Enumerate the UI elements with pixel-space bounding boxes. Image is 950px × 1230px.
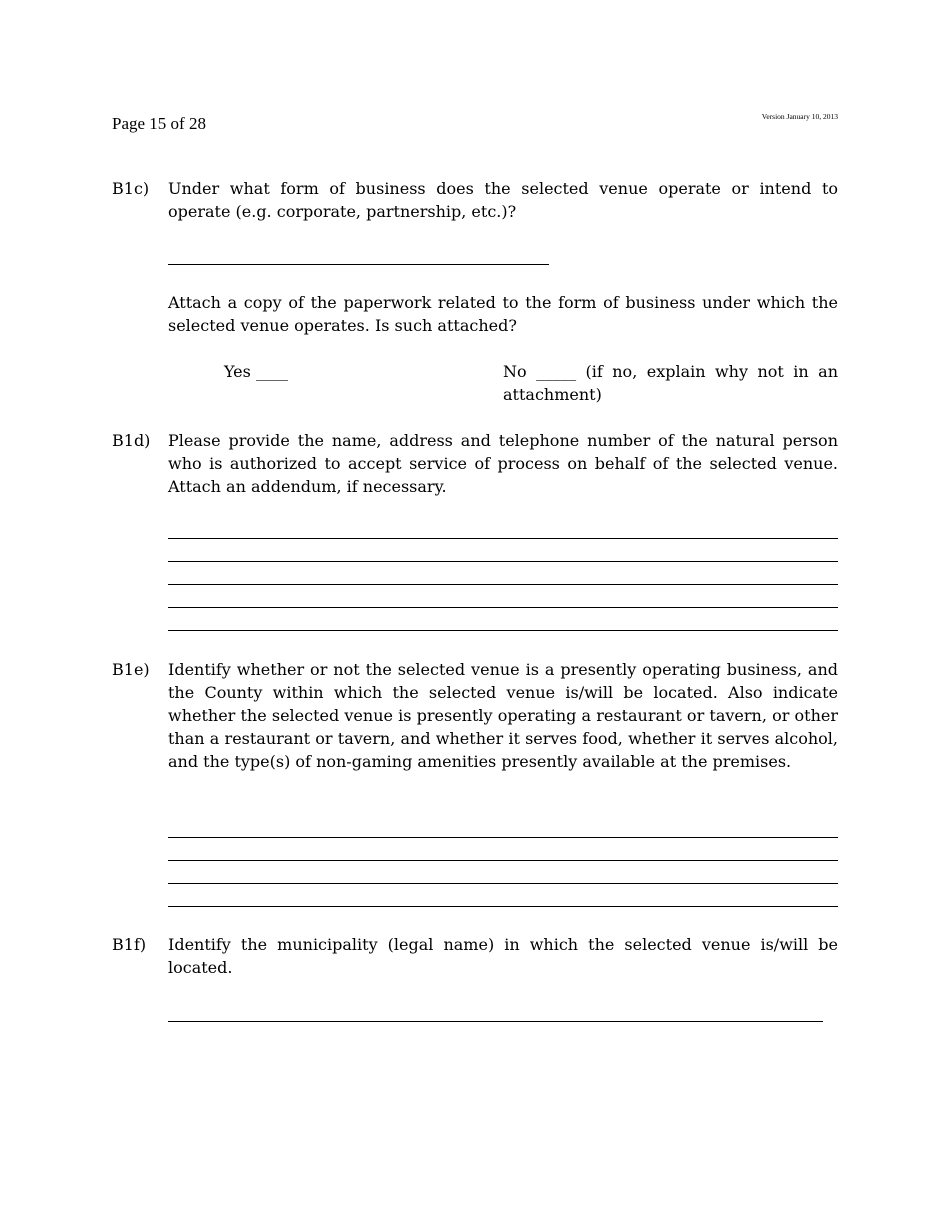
answer-line-b1d-2[interactable]: [168, 561, 838, 562]
answer-line-b1d-1[interactable]: [168, 538, 838, 539]
no-option-b1c[interactable]: No _____ (if no, explain why not in an attachment): [503, 362, 838, 404]
answer-line-b1d-5[interactable]: [168, 630, 838, 631]
question-text-b1c: Under what form of business does the selected venue operate or intend to operate (e.g. corporate, partnership, etc.)?: [168, 179, 838, 221]
version-date: Version January 10, 2013: [761, 112, 838, 121]
yes-option-b1c[interactable]: Yes ____: [224, 362, 288, 381]
answer-line-b1c[interactable]: [168, 264, 549, 265]
question-text-b1e: Identify whether or not the selected venue is a presently operating business, and the County within which the selected venue is/will be located. Also indicate whether the selected venue is presently operating a restaurant or tavern, or other than a restaurant or tavern, and whether it serves food, whether it serves alcohol, and the type(s) of non-gaming amenities presently available at the premises.: [168, 660, 838, 771]
page-number: Page 15 of 28: [112, 114, 206, 133]
question-label-b1c: B1c): [112, 179, 150, 198]
answer-line-b1d-3[interactable]: [168, 584, 838, 585]
question-text-b1f: Identify the municipality (legal name) in which the selected venue is/will be located.: [168, 935, 838, 977]
answer-line-b1e-2[interactable]: [168, 860, 838, 861]
question-label-b1e: B1e): [112, 660, 150, 679]
question-text-b1d: Please provide the name, address and telephone number of the natural person who is authorized to accept service of process on behalf of the selected venue. Attach an addendum, if necessary.: [168, 431, 838, 496]
answer-line-b1e-1[interactable]: [168, 837, 838, 838]
answer-line-b1e-4[interactable]: [168, 906, 838, 907]
question-label-b1d: B1d): [112, 431, 151, 450]
answer-line-b1e-3[interactable]: [168, 883, 838, 884]
answer-line-b1d-4[interactable]: [168, 607, 838, 608]
answer-line-b1f[interactable]: [168, 1021, 823, 1022]
attach-instruction-b1c: Attach a copy of the paperwork related to the form of business under which the selected venue operates. Is such attached?: [168, 293, 838, 335]
question-label-b1f: B1f): [112, 935, 147, 954]
